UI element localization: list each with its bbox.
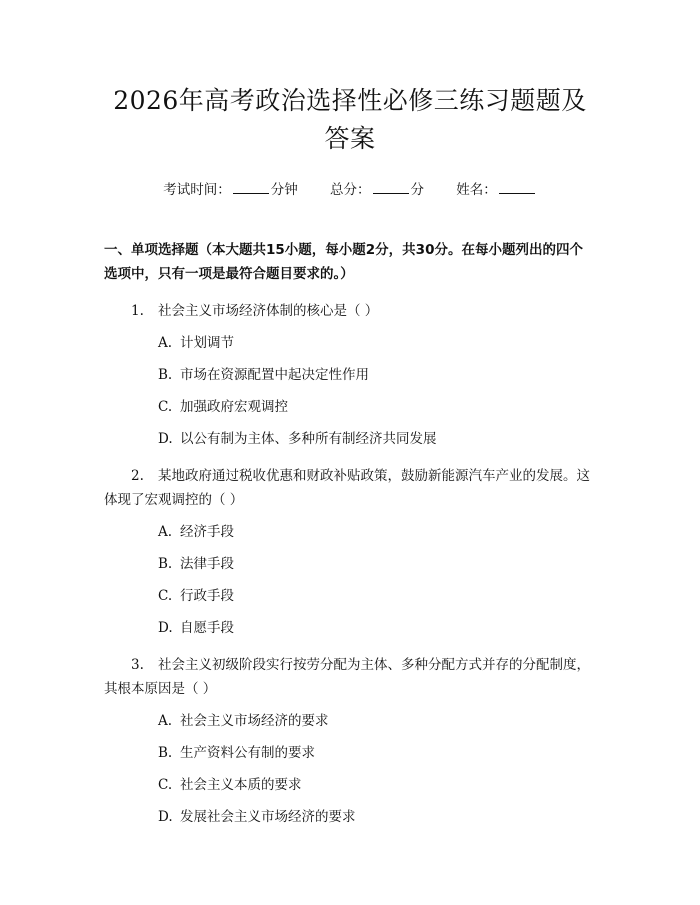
total-score-label: 总分：: [330, 182, 371, 198]
question-number: 2.: [131, 468, 144, 484]
option-text: 以公有制为主体、多种所有制经济共同发展: [180, 431, 437, 447]
option-key: D.: [158, 620, 173, 636]
option-b: [104, 363, 596, 387]
option-key: A.: [158, 335, 173, 351]
student-name-field: [456, 180, 537, 200]
question-3-options: [104, 709, 596, 829]
question-3: [104, 653, 596, 701]
option-a: [104, 520, 596, 544]
option-key: B.: [158, 367, 173, 383]
option-text: 经济手段: [180, 524, 234, 540]
option-text: 社会主义市场经济的要求: [180, 713, 329, 729]
option-text: 社会主义本质的要求: [180, 777, 302, 793]
student-name-label: 姓名：: [456, 182, 497, 198]
option-text: 法律手段: [180, 556, 234, 572]
option-a: [104, 709, 596, 733]
option-text: 市场在资源配置中起决定性作用: [180, 367, 369, 383]
question-1-options: [104, 331, 596, 451]
section-heading: 一、单项选择题（本大题共15小题，每小题2分，共30分。在每小题列出的四个选项中，只有一项是最符合题目要求的。）: [104, 242, 583, 282]
option-key: C.: [158, 588, 173, 604]
option-key: C.: [158, 399, 173, 415]
option-b: [104, 552, 596, 576]
option-text: 计划调节: [180, 335, 234, 351]
question-1: [104, 299, 596, 323]
option-a: [104, 331, 596, 355]
option-text: 生产资料公有制的要求: [180, 745, 315, 761]
option-text: 加强政府宏观调控: [180, 399, 288, 415]
option-d: [104, 616, 596, 640]
exam-time-blank: [233, 181, 269, 194]
option-d: [104, 805, 596, 829]
question-2-options: [104, 520, 596, 640]
total-score-unit: 分: [410, 182, 424, 198]
question-text: 某地政府通过税收优惠和财政补贴政策，鼓励新能源汽车产业的发展。这体现了宏观调控的（ ）: [104, 468, 590, 508]
option-key: A.: [158, 713, 173, 729]
option-key: D.: [158, 809, 173, 825]
option-key: B.: [158, 556, 173, 572]
total-score-blank: [373, 181, 409, 194]
question-number: 3.: [131, 657, 144, 673]
option-key: D.: [158, 431, 173, 447]
option-text: 行政手段: [180, 588, 234, 604]
option-key: C.: [158, 777, 173, 793]
total-score-field: [330, 180, 424, 200]
question-2: [104, 464, 596, 512]
option-c: [104, 395, 596, 419]
question-number: 1.: [131, 303, 144, 319]
option-text: 发展社会主义市场经济的要求: [180, 809, 356, 825]
question-text: 社会主义市场经济体制的核心是（ ）: [158, 303, 379, 319]
document-title: 2026年高考政治选择性必修三练习题题及答案: [113, 86, 587, 153]
question-text: 社会主义初级阶段实行按劳分配为主体、多种分配方式并存的分配制度，其根本原因是（ ）: [104, 657, 590, 697]
exam-time-unit: 分钟: [270, 182, 298, 198]
option-text: 自愿手段: [180, 620, 234, 636]
option-d: [104, 427, 596, 451]
option-b: [104, 741, 596, 765]
exam-time-field: [163, 180, 298, 200]
option-key: A.: [158, 524, 173, 540]
exam-info-line: [104, 180, 596, 200]
exam-time-label: 考试时间：: [163, 182, 231, 198]
student-name-blank: [499, 181, 535, 194]
option-key: B.: [158, 745, 173, 761]
option-c: [104, 584, 596, 608]
option-c: [104, 773, 596, 797]
